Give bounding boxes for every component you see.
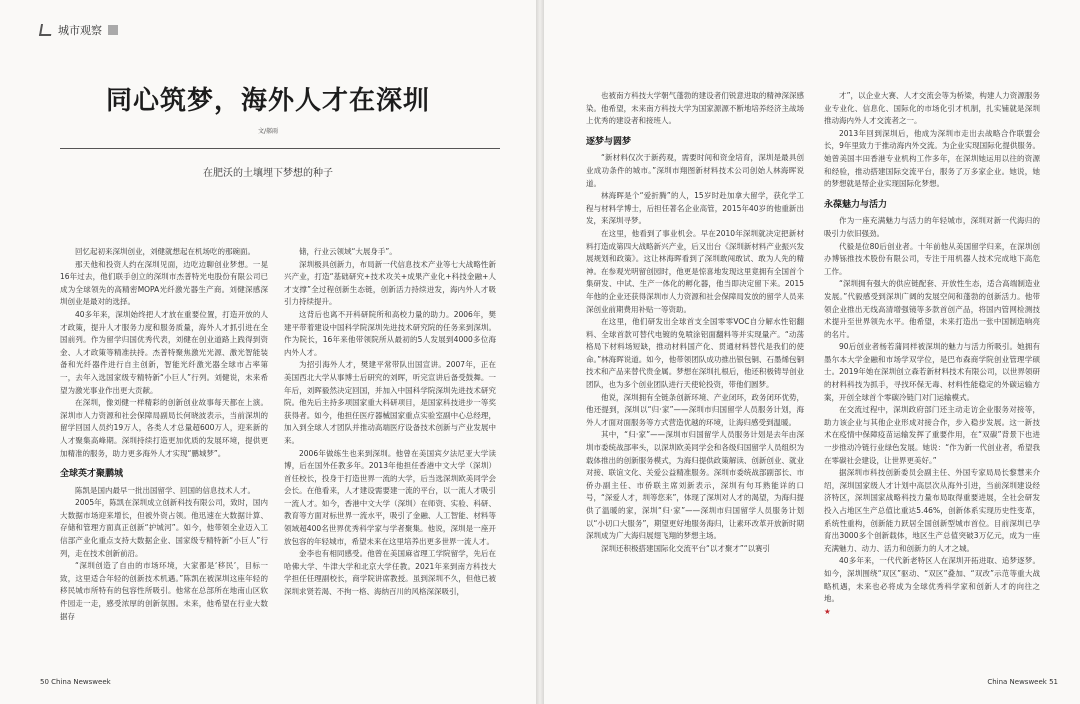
section-heading: 永葆魅力与活力 bbox=[824, 199, 888, 210]
paragraph: 40多年来，一代代新老特区人在深圳开拓进取、追梦逐梦。如今，深圳围绕“双区”驱动、“双区”叠加、“双改”示范等重大战略机遇，未来也必将成为全球优秀科学家和创新人才的向往之地。 bbox=[824, 556, 1040, 604]
paragraph: 在交流过程中，深圳政府部门还主动走访企业服务对接等，助力该企业与其他企业形成对接合作，步入稳步发展。这一新技术在疫情中保障疫苗运输发挥了重要作用，在“双碳”背景下也进一步推动冷链行业绿色发展。她说：“作为新一代创业者，希望我在零碳社会建设，让世界更美好。” bbox=[824, 405, 1040, 465]
section-label: 城市观察 bbox=[58, 24, 102, 37]
paragraph: 为招引海外人才，樊建平常带队出国宣讲。2007年，正在美国西北大学从事博士后研究的刘晖，听完宣讲后备受鼓舞。一年后，刘晖毅然决定回国，并加入中国科学院深圳先进技术研究院。他先后主持多项国家重大科研项目，是国家科技进步一等奖获得者。如今，他担任医疗器械国家重点实验室副中心总经理，加入到全球人才团队并推动高端医疗设备技术创新与产业发展中来。 bbox=[284, 360, 496, 445]
paragraph: 在这里，他看到了事业机会。早在2010年深圳就决定把新材料打造成第四大战略新兴产业，后又出台《深圳新材料产业振兴发展规划和政策》。这让林海晖看到了深圳敢闯敢试、敢为人先的精神。在参观光明留创园时，他更是惊喜地发现这里竟拥有全国首个集研发、中试、生产一体化的孵化器，他当即决定留下来。2015年他的企业还获得深圳市人力资源和社会保障局发放的留学人员来深创业前期费用补贴一等资助。 bbox=[586, 228, 804, 314]
paragraph: 深圳还积极搭建国际化交流平台“以才聚才”“以赛引 bbox=[601, 543, 771, 553]
col-paragraphs bbox=[586, 152, 804, 555]
paragraph: 储，行业云领域“大展身手”。 bbox=[299, 247, 397, 256]
left-page bbox=[0, 0, 536, 704]
paragraph: “深圳拥有强大的供应链配套、开放性生态，适合高端制造业发展。”代毅感受到深圳广阔的发展空间和蓬勃的创新活力。他带领企业推出无线高清增强镜等多款首创产品，将国内管网检测技术提升至世界领先水平。他希望，未来打造出一张中国制造响亮的名片。 bbox=[824, 279, 1040, 339]
col-paragraphs bbox=[824, 90, 1040, 191]
paragraph: 2006年做练生也来到深圳。他曾在美国宾夕法尼亚大学读博，后在国外任教多年。2013年他担任香港中文大学（深圳）首任校长，投身于打造世界一流的大学，后当选深圳欧美同学会会长。在他看来，人才建设需要建一流的平台，以一流人才吸引一流人才。如今，香港中文大学（深圳）在师资、实验、科研、教育等方面对标世界一流水平，吸引了金融、人工智能、材料等领域超400名世界优秀科学家与学者聚集。他说，深圳是一座开放包容的年轻城市，希望未来在这里培养出更多世界一流人才。 bbox=[284, 448, 496, 546]
left-column-2 bbox=[284, 246, 496, 666]
corner-mark-icon bbox=[39, 24, 53, 36]
col-paragraphs bbox=[60, 246, 268, 460]
page-number: 51 bbox=[1049, 678, 1058, 686]
paragraph: 40多年来，深圳始终把人才放在重要位置，打造开放的人才政策，提升人才服务力度和服务质量，海外人才抓引进在全国前列。作为留学归国优秀代表，刘健在创业道路上践得到资金、人才政策等精准扶持。杰普特聚焦激光光源、激光智能装备和光纤器件进行自主创新，智能光纤激光器全球市占率第一，去年入选国家级专精特新“小巨人”行列。刘健说，未来希望为激光事业作出更大贡献。 bbox=[60, 309, 268, 395]
article-subtitle: 在肥沃的土壤埋下梦想的种子 bbox=[203, 168, 333, 179]
article-title: 同心筑梦，海外人才在深圳 bbox=[105, 86, 430, 116]
paragraph: 90后创业者杨若蒲同样被深圳的魅力与活力所吸引。她拥有墨尔本大学金融和市场学双学位，是巴布森商学院创业管理学硕士。2019年她在深圳创立森若新材料技术有限公司，以世界领研的材料科技为抓手，寻找环保无毒、材料性能稳定的外碳运输方案，开创全球首个零碳冷链门对门运输模式。 bbox=[824, 342, 1040, 402]
paragraph: 金李也有相同感受。他曾在美国麻省理工学院留学，先后在哈佛大学、牛津大学和北京大学任教。2021年来到南方科技大学担任任理副校长，商学院讲席教授。虽到深圳不久，但他已被深圳求贤若渴、不拘一格、海纳百川的风格深深吸引， bbox=[284, 549, 496, 597]
col-paragraphs bbox=[284, 246, 496, 599]
end-star-icon: ★ bbox=[824, 606, 831, 616]
paragraph: 也被南方科技大学朝气蓬勃的建设者们锐意进取的精神深深感染。他希望，未来南方科技大学为国家源源不断地培养经济主战场上优秀的建设者和接班人。 bbox=[586, 91, 804, 126]
article-byline: 文/郝雨 bbox=[257, 128, 279, 135]
paragraph: 据深圳市科技创新委员会副主任、外国专家局局长黎慧来介绍，深圳国家级人才计划中高层次从海外引进，当前深圳建设经济特区，深圳国家战略科技力量布局取得重要进展，全社会研发投入占地区生产总值比重达5.46%，创新体系实现历史性变革，系统性重构，创新能力跃居全国创新型城市首位。目前深圳已孕育出3000多个创新载体，地区生产总值突破3万亿元，成为一座充满魅力、动力、活力和创新力的人才之城。 bbox=[824, 468, 1040, 553]
paragraph: 那天他和投资人约在深圳见面，边吃边聊创业梦想。一晃16年过去，他们联手创立的深圳市杰普特光电股份有限公司已成为全球领先的高精密MOPA光纤激光器生产商。刘健深感深圳创业是最对的选择。 bbox=[60, 259, 268, 307]
paragraph: 作为一座充满魅力与活力的年轻城市，深圳对新一代海归的吸引力依旧强劲。 bbox=[824, 216, 1040, 238]
paragraph: 陈凯是国内最早一批出国留学、回国的信息技术人才。 bbox=[75, 485, 255, 495]
paragraph: 林海晖是个“爱折腾”的人，15岁时赴加拿大留学，获化学工程与材料学博士，后担任著名企业高管，2015年40岁的他重新出发，来深圳寻梦。 bbox=[586, 191, 804, 226]
paragraph: 代毅是位80后创业者。十年前他从美国留学归来，在深圳创办博铄推技术股份有限公司，专注于用机器人技术完成地下高危工作。 bbox=[824, 241, 1040, 276]
right-column-2 bbox=[824, 90, 1040, 668]
paragraph: 在这里，他们研发出全球首支全国零零VOC自分解水性铝翻料、全球首款可替代电镀的免喷涂铝面翻料等并实现量产。“动荡格局下材料场短缺，推动材料国产化、贯通材料替代是我们的使命。”林海晖说道。如今，他带领团队成功推出银包铜、石墨烯包铜技术和产品来替代贵金属。梦想在深圳扎根后，他还积极铸导创业团队，也为多个创业团队进行天使轮投资，带他们圆梦。 bbox=[586, 317, 804, 390]
spine-gutter bbox=[536, 0, 544, 704]
square-icon bbox=[108, 25, 118, 35]
magazine-name: China Newsweek bbox=[51, 678, 111, 686]
section-heading: 全球英才聚鹏城 bbox=[60, 469, 124, 480]
paragraph: 在深圳，像刘健一样精彩的创新创业故事每天都在上演。深圳市人力资源和社会保障局副局长何晓波表示，当前深圳的留学回国人员约19万人，各类人才总量超600万人，迎来新的人才聚集高峰期。深圳持续打造更加优质的发展环境，提供更加精准的服务，助力更多海外人才实现“鹏城梦”。 bbox=[60, 398, 268, 458]
paragraph: 深圳极具创新力，布局新一代信息技术产业等七大战略性新兴产业，打造“基础研究+技术攻关+成果产业化+科技金融+人才支撑”全过程创新生态链，创新活力持续迸发，海内外人才吸引力持续提升。 bbox=[284, 259, 496, 307]
left-column-1 bbox=[60, 246, 268, 666]
paragraph: 其中，“归·家”——深圳市归国留学人员服务计划是去年由深圳市委统战部率头，以深圳欧美同学会和各级归国留学人员组织为载体推出的创新服务模式，为海归提供政策解读、创新创业、就业对接、联谊文化、关爱公益精准服务。深圳市委统战部副部长、市侨办副主任、市侨联主席刘新表示，深圳有句耳熟能详的口号，“深爱人才，圳等您来”，体现了深圳对人才的渴望，为海归提供了温暖的家，深圳“归·家”——深圳市归国留学人员服务计划以“小切口大服务”，期望更好地服务海归，让素环改革开放新时期深圳成为广大海归展翅飞翔的梦想主场。 bbox=[586, 430, 804, 541]
paragraph: 这背后也离不开科研院所和高校力量的助力。2006年，樊建平带着建设中国科学院深圳先进技术研究院的任务来到深圳。作为院长，16年来他带领院所从最初的5人发展到4000多位海内外人才。 bbox=[284, 309, 496, 357]
col-paragraphs bbox=[586, 90, 804, 128]
section-heading: 逐梦与圆梦 bbox=[586, 136, 632, 147]
left-folio bbox=[40, 678, 111, 686]
paragraph: 回忆起初来深圳创业，刘健就想起在机场吃的那碗面。 bbox=[75, 247, 255, 256]
section-tag bbox=[40, 22, 118, 38]
paragraph: 2013年回到深圳后，他成为深圳市走出去战略合作联盟会长，9年里致力于推动海内外交流。为企业实现国际化提供服务。她曾美国丰田香港专业机构工作多年，在深圳她运用以往的资源和经验，推动搭建国际交流平台，服务了万多家企业。她说，她的梦想就是帮企业实现国际化梦想。 bbox=[824, 128, 1040, 189]
paragraph: “深圳创造了自由的市场环境，大家都是‘移民’，目标一致，这里适合年轻的创新技术机遇。”陈凯在被深圳这座年轻的移民城市所特有的包容性所吸引。他常在总部所在地南山区软件园走一走，感受浓厚的创新氛围。未来，他希望在行业大数据存 bbox=[60, 561, 268, 621]
col-paragraphs bbox=[60, 485, 268, 624]
col-paragraphs bbox=[824, 215, 1040, 605]
paragraph: 才”，以企业大赛、人才交流会等为桥梁，构建人力资源服务业专业化、信息化、国际化的市场化引才机制，扎实铺就是深圳推动海内外人才交流者之一。 bbox=[824, 91, 1040, 126]
right-page bbox=[544, 0, 1080, 704]
right-folio bbox=[987, 678, 1058, 686]
magazine-name: China Newsweek bbox=[987, 678, 1047, 686]
paragraph: 他说，深圳拥有全链条创新环境、产业闭环，政务闭环优势，他还提到，深圳以“归·家”——深圳市归国留学人员服务计划，海外人才面对面服务等方式营造优越的环境，让海归感受到温暖。 bbox=[586, 392, 804, 427]
right-column-1 bbox=[586, 90, 804, 668]
page-number: 50 bbox=[40, 678, 49, 686]
paragraph: “新材料仅次于新药观，需要时间和资金培育，深圳是最具创业成功条件的城市。”深圳市翔图新材料技术公司创始人林海晖说道。 bbox=[586, 153, 804, 188]
paragraph: 2005年，陈凯在深圳成立创新科技有限公司，致时，国内大数据市场迎来增长，但被外资占领。他迅速在大数据计算、存储和管理方面真正创新“护城河”。如今，他带领全业迈入工信部产业化重点支持大数据企业、国家级专精特新“小巨人”行列，走在技术创新前沿。 bbox=[60, 498, 268, 558]
title-divider bbox=[60, 148, 500, 149]
